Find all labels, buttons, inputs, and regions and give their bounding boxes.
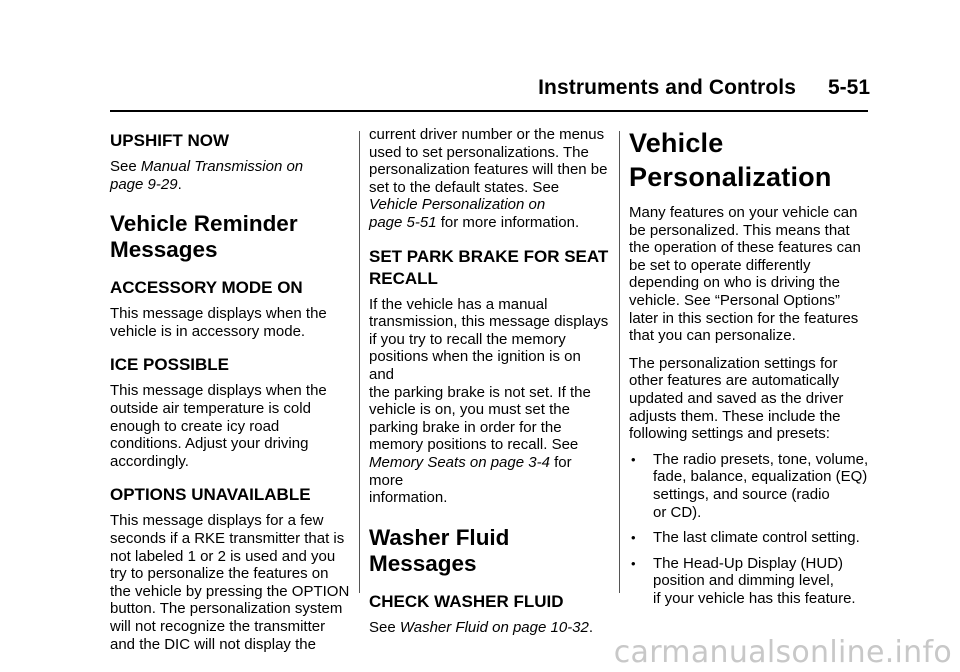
ice-body bbox=[110, 382, 350, 470]
text-line: conditions. Adjust your driving bbox=[110, 435, 309, 453]
bullet-icon: • bbox=[631, 530, 636, 546]
text-line: Many features on your vehicle can bbox=[629, 204, 858, 221]
text-line: fade, balance, equalization (EQ) bbox=[653, 468, 868, 486]
page-header bbox=[0, 76, 960, 106]
upshift-reference bbox=[110, 158, 350, 193]
period: . bbox=[588, 618, 594, 636]
header-rule bbox=[110, 110, 868, 112]
text-line: outside air temperature is cold bbox=[110, 399, 311, 417]
text-line: This message displays when the bbox=[110, 305, 327, 323]
text-line: will not recognize the transmitter bbox=[110, 617, 326, 635]
text-fragment: for more bbox=[369, 453, 572, 489]
continued-body bbox=[369, 126, 609, 232]
text-line: adjusts them. These include the bbox=[629, 407, 841, 425]
column-3 bbox=[629, 126, 869, 607]
bullet-icon: • bbox=[631, 555, 636, 571]
section-title: Instruments and Controls bbox=[538, 76, 796, 99]
text-line: button. The personalization system bbox=[110, 600, 343, 618]
text-line: the vehicle by pressing the OPTION bbox=[110, 582, 350, 600]
list-item bbox=[629, 529, 869, 547]
link-manual-transmission[interactable]: Manual Transmission on bbox=[140, 158, 304, 175]
text-line: updated and saved as the driver bbox=[629, 389, 844, 407]
park-brake-body bbox=[369, 296, 609, 507]
text-line: set to the default states. See bbox=[369, 178, 560, 196]
heading-ice-possible: ICE POSSIBLE bbox=[110, 355, 230, 375]
text-line: This message displays for a few bbox=[110, 512, 324, 530]
link-memory-seats[interactable]: Memory Seats on page 3-4 bbox=[369, 453, 550, 471]
text-line: try to personalize the features on bbox=[110, 565, 329, 583]
text-line: positions when the ignition is on and bbox=[369, 348, 581, 383]
heading-line: Personalization bbox=[629, 162, 832, 192]
text-line: vehicle is in accessory mode. bbox=[110, 322, 306, 340]
link-page-9-29[interactable]: page 9-29 bbox=[110, 175, 178, 193]
text-line: be set to operate differently bbox=[629, 256, 811, 274]
personalization-intro bbox=[629, 204, 869, 345]
text-line: following settings and presets: bbox=[629, 425, 830, 443]
heading-vehicle-personalization bbox=[629, 126, 869, 194]
text-line: if your vehicle has this feature. bbox=[653, 589, 856, 607]
text-line: memory positions to recall. See bbox=[369, 436, 579, 454]
heading-line: SET PARK BRAKE FOR SEAT bbox=[369, 246, 609, 266]
heading-line: RECALL bbox=[369, 268, 438, 288]
check-washer-reference bbox=[369, 619, 609, 637]
text-fragment: for more information. bbox=[436, 213, 580, 231]
text-line: vehicle. See “Personal Options” bbox=[629, 291, 840, 309]
text-line: if you try to recall the memory bbox=[369, 330, 566, 348]
text-line: position and dimming level, bbox=[653, 572, 834, 590]
text-line: settings, and source (radio bbox=[653, 485, 830, 503]
column-1 bbox=[110, 126, 350, 653]
text-line: depending on who is driving the bbox=[629, 274, 840, 292]
options-body bbox=[110, 512, 350, 653]
text-line: If the vehicle has a manual bbox=[369, 295, 548, 313]
page-number: 5-51 bbox=[827, 76, 870, 99]
list-item bbox=[629, 451, 869, 521]
list-item bbox=[629, 555, 869, 608]
text-line: seconds if a RKE transmitter that is bbox=[110, 529, 345, 547]
link-page-5-51[interactable]: page 5-51 bbox=[369, 213, 437, 231]
text-line: later in this section for the features bbox=[629, 309, 859, 327]
text-line: This message displays when the bbox=[110, 382, 327, 400]
column-2 bbox=[369, 126, 609, 636]
text-line: accordingly. bbox=[110, 452, 189, 470]
text-line: The personalization settings for bbox=[629, 354, 838, 372]
heading-options-unavailable: OPTIONS UNAVAILABLE bbox=[110, 485, 311, 505]
link-vehicle-personalization[interactable]: Vehicle Personalization on bbox=[369, 196, 546, 214]
heading-set-park-brake bbox=[369, 246, 609, 290]
text-line: parking brake in order for the bbox=[369, 418, 562, 436]
text-line: personalization features will then be bbox=[369, 161, 608, 179]
heading-line: Vehicle bbox=[629, 128, 724, 158]
text-line: other features are automatically bbox=[629, 372, 840, 390]
heading-line: Messages bbox=[110, 237, 218, 263]
heading-vehicle-reminder-messages bbox=[110, 211, 350, 263]
heading-check-washer-fluid: CHECK WASHER FLUID bbox=[369, 591, 564, 611]
text-line: that you can personalize. bbox=[629, 327, 796, 345]
text-line: enough to create icy road bbox=[110, 417, 280, 435]
text-line: or CD). bbox=[653, 503, 702, 521]
text-line: transmission, this message displays bbox=[369, 313, 609, 331]
text-line: vehicle is on, you must set the bbox=[369, 401, 570, 419]
column-divider-2 bbox=[619, 131, 620, 593]
heading-upshift-now: UPSHIFT NOW bbox=[110, 131, 229, 150]
heading-washer-fluid-messages: Washer Fluid Messages bbox=[369, 524, 510, 576]
text-line: The radio presets, tone, volume, bbox=[653, 450, 869, 468]
column-divider-1 bbox=[359, 131, 360, 593]
period: . bbox=[177, 175, 182, 193]
see-label: See bbox=[110, 158, 141, 175]
settings-list bbox=[629, 451, 869, 608]
heading-line: Vehicle Reminder bbox=[110, 211, 298, 237]
accessory-body bbox=[110, 305, 350, 340]
watermark: carmanualsonline.info bbox=[613, 635, 952, 670]
text-line: used to set personalizations. The bbox=[369, 143, 589, 161]
bullet-icon: • bbox=[631, 451, 636, 467]
text-line: and the DIC will not display the bbox=[110, 635, 316, 653]
text-line: The last climate control setting. bbox=[653, 529, 860, 547]
personalization-settings bbox=[629, 355, 869, 443]
see-label: See bbox=[369, 618, 400, 636]
text-line: not labeled 1 or 2 is used and you bbox=[110, 547, 336, 565]
text-line: information. bbox=[369, 489, 448, 507]
heading-accessory-mode-on: ACCESSORY MODE ON bbox=[110, 278, 303, 298]
link-washer-fluid[interactable]: Washer Fluid on page 10-32 bbox=[399, 618, 589, 636]
text-line: be personalized. This means that bbox=[629, 221, 850, 239]
text-line: The Head-Up Display (HUD) bbox=[653, 554, 844, 572]
text-line: current driver number or the menus bbox=[369, 126, 605, 143]
text-line: the operation of these features can bbox=[629, 239, 861, 257]
text-line: the parking brake is not set. If the bbox=[369, 383, 591, 401]
